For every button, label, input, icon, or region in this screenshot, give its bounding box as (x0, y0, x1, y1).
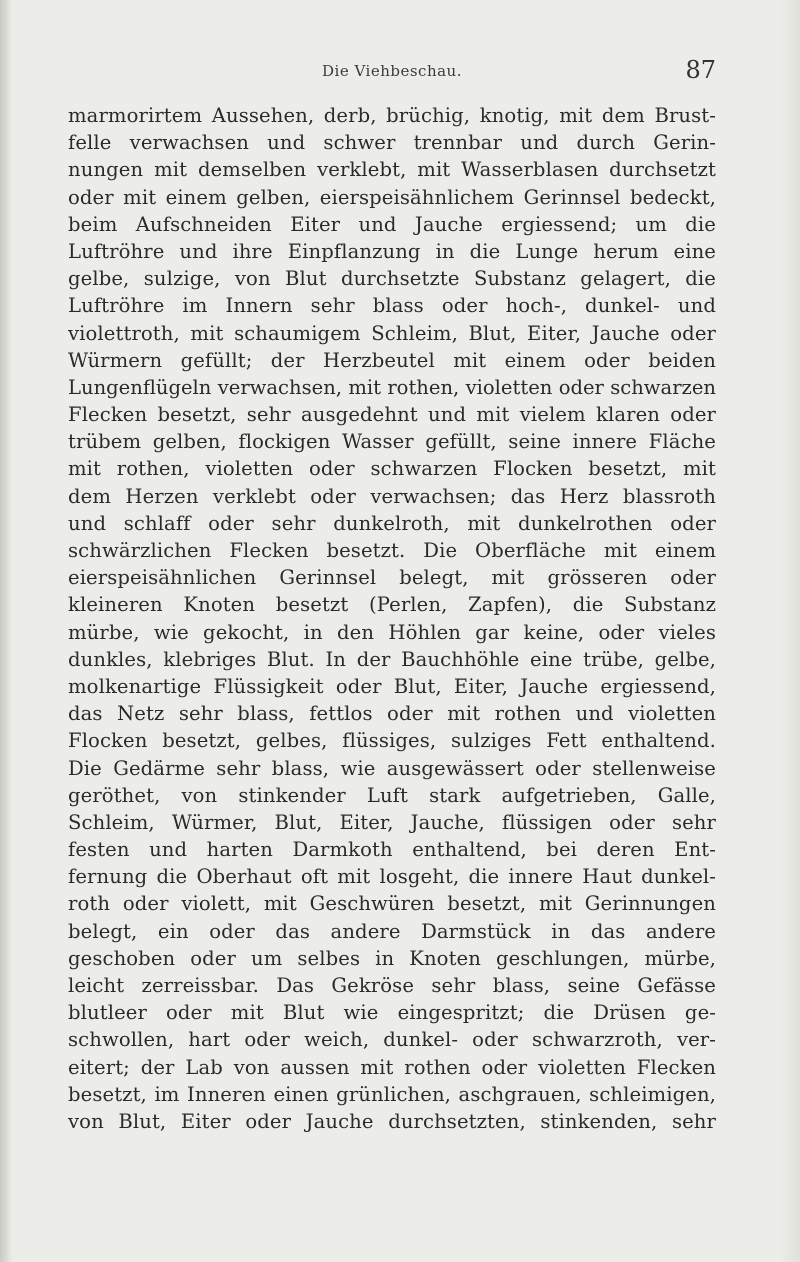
text-line: violettroth, mit schaumigem Schleim, Blut, Eiter, Jauche oder (68, 321, 716, 345)
page-binding-edge (0, 0, 10, 1262)
text-line: Luftröhre und ihre Einpflanzung in die Lunge herum eine (68, 239, 716, 263)
text-line: geröthet, von stinkender Luft stark aufgetrieben, Galle, (68, 783, 716, 807)
body-text (68, 102, 716, 1135)
text-line: mit rothen, violetten oder schwarzen Flocken besetzt, mit (68, 457, 716, 481)
text-line: gelbe, sulzige, von Blut durchsetzte Substanz gelagert, die (68, 267, 716, 291)
text-line: Luftröhre im Innern sehr blass oder hoch-, dunkel- und (68, 294, 716, 318)
text-line: Lungenflügeln verwachsen, mit rothen, violetten oder schwarzen (68, 375, 716, 399)
text-line: das Netz sehr blass, fettlos oder mit rothen und violetten (68, 702, 716, 726)
text-line: fernung die Oberhaut oft mit losgeht, die innere Haut dunkel- (68, 865, 716, 889)
text-line: beim Aufschneiden Eiter und Jauche ergiessend; um die (68, 212, 716, 236)
text-line: Die Gedärme sehr blass, wie ausgewässert oder stellenweise (68, 756, 716, 780)
text-line: eierspeisähnlichen Gerinnsel belegt, mit grösseren oder (68, 566, 716, 590)
text-line: besetzt, im Inneren einen grünlichen, aschgrauen, schleimigen, (68, 1082, 716, 1106)
text-line: kleineren Knoten besetzt (Perlen, Zapfen), die Substanz (68, 593, 716, 617)
text-line: marmorirtem Aussehen, derb, brüchig, knotig, mit dem Brust- (68, 104, 716, 127)
text-line: roth oder violett, mit Geschwüren besetzt, mit Gerinnungen (68, 892, 716, 916)
text-line: schwärzlichen Flecken besetzt. Die Oberfläche mit einem (68, 539, 716, 562)
text-line: oder mit einem gelben, eierspeisähnlichem Gerinnsel bedeckt, (68, 185, 716, 209)
text-line: schwollen, hart oder weich, dunkel- oder schwarzroth, ver- (68, 1028, 716, 1052)
text-line: dunkles, klebriges Blut. In der Bauchhöhle eine trübe, gelbe, (68, 647, 716, 671)
text-line: belegt, ein oder das andere Darmstück in das andere (68, 919, 716, 943)
text-line: nungen mit demselben verklebt, mit Wasserblasen durchsetzt (68, 158, 716, 182)
text-line: geschoben oder um selbes in Knoten geschlungen, mürbe, (68, 946, 716, 970)
text-line: von Blut, Eiter oder Jauche durchsetzten, stinkenden, sehr (68, 1109, 716, 1133)
text-line: Flecken besetzt, sehr ausgedehnt und mit vielem klaren oder (68, 403, 716, 427)
text-line: dem Herzen verklebt oder verwachsen; das Herz blassroth (68, 484, 716, 508)
text-line: molkenartige Flüssigkeit oder Blut, Eiter, Jauche ergiessend, (68, 674, 716, 698)
page-header (68, 56, 716, 96)
running-title: Die Viehbeschau. (322, 62, 462, 80)
text-line: mürbe, wie gekocht, in den Höhlen gar keine, oder vieles (68, 620, 716, 644)
text-line: felle verwachsen und schwer trennbar und durch Gerin- (68, 131, 716, 155)
text-line: trübem gelben, flockigen Wasser gefüllt, seine innere Fläche (68, 430, 716, 454)
text-line: Schleim, Würmer, Blut, Eiter, Jauche, flüssigen oder sehr (68, 810, 716, 834)
text-line: leicht zerreissbar. Das Gekröse sehr blass, seine Gefässe (68, 974, 716, 997)
page-number: 87 (685, 56, 716, 84)
text-line: Flocken besetzt, gelbes, flüssiges, sulziges Fett enthaltend. (68, 729, 716, 753)
text-line: festen und harten Darmkoth enthaltend, bei deren Ent- (68, 838, 716, 862)
text-line: blutleer oder mit Blut wie eingespritzt; die Drüsen ge- (68, 1001, 716, 1025)
text-line: Würmern gefüllt; der Herzbeutel mit einem oder beiden (68, 348, 716, 372)
text-line: eitert; der Lab von aussen mit rothen oder violetten Flecken (68, 1055, 716, 1079)
text-line: und schlaff oder sehr dunkelroth, mit dunkelrothen oder (68, 511, 716, 535)
